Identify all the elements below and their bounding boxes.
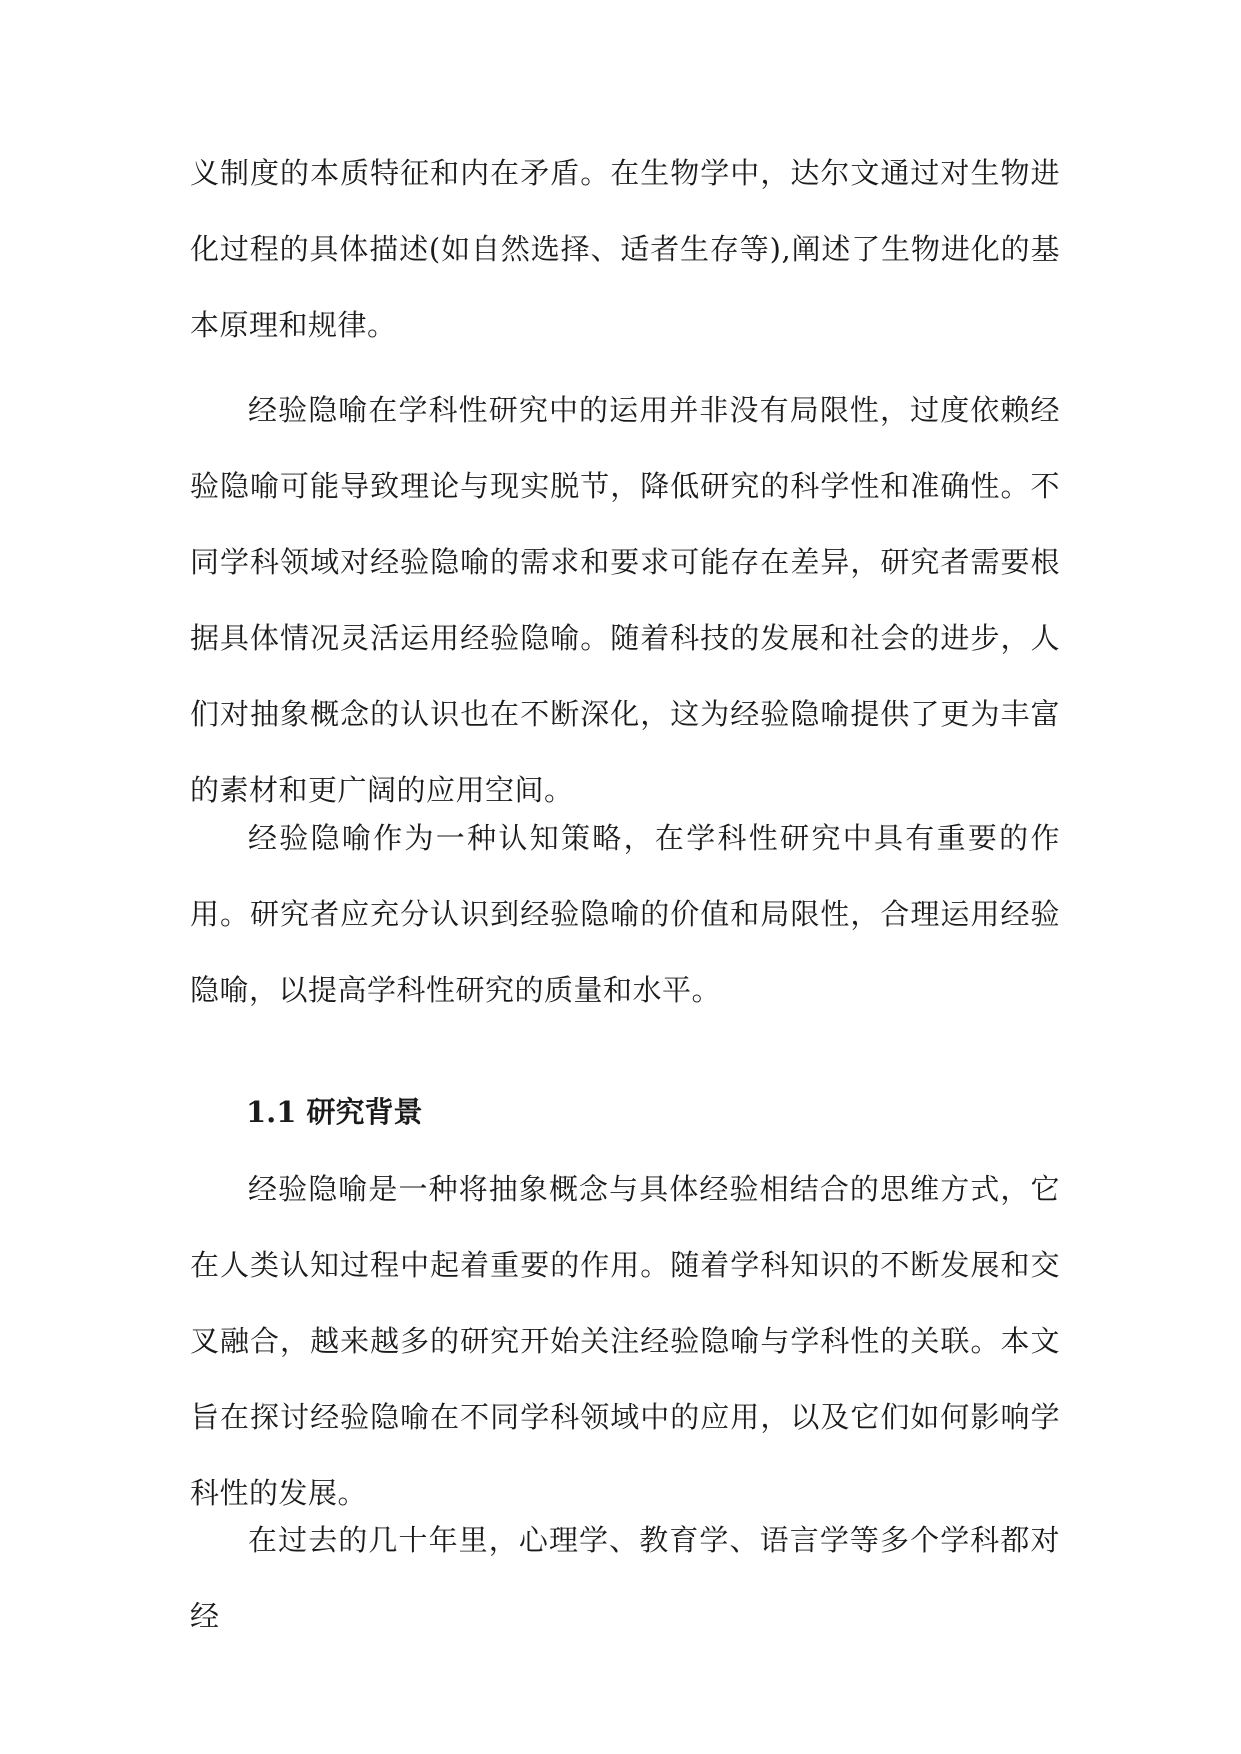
paragraph-history: 在过去的几十年里，心理学、教育学、语言学等多个学科都对经: [190, 1523, 1060, 1633]
paragraph-limitations: 经验隐喻在学科性研究中的运用并非没有局限性，过度依赖经验隐喻可能导致理论与现实脱节，降低研究的科学性和准确性。不同学科领域对经验隐喻的需求和要求可能存在差异，研究者需要根据具体情况灵活运用经验隐喻。随着科技的发展和社会的进步，人们对抽象概念的认识也在不断深化，这为经验隐喻提供了更为丰富的素材和更广阔的应用空间。: [190, 393, 1060, 807]
paragraph-continued: 义制度的本质特征和内在矛盾。在生物学中，达尔文通过对生物进化过程的具体描述(如自然选择、适者生存等),阐述了生物进化的基本原理和规律。: [190, 156, 1060, 342]
paragraph-conclusion: 经验隐喻作为一种认知策略，在学科性研究中具有重要的作用。研究者应充分认识到经验隐喻的价值和局限性，合理运用经验隐喻，以提高学科性研究的质量和水平。: [190, 821, 1060, 1007]
paragraph-background: 经验隐喻是一种将抽象概念与具体经验相结合的思维方式，它在人类认知过程中起着重要的作用。随着学科知识的不断发展和交叉融合，越来越多的研究开始关注经验隐喻与学科性的关联。本文旨在探讨经验隐喻在不同学科领域中的应用，以及它们如何影响学科性的发展。: [190, 1172, 1060, 1510]
section-heading: 1.1 研究背景: [246, 1095, 423, 1129]
